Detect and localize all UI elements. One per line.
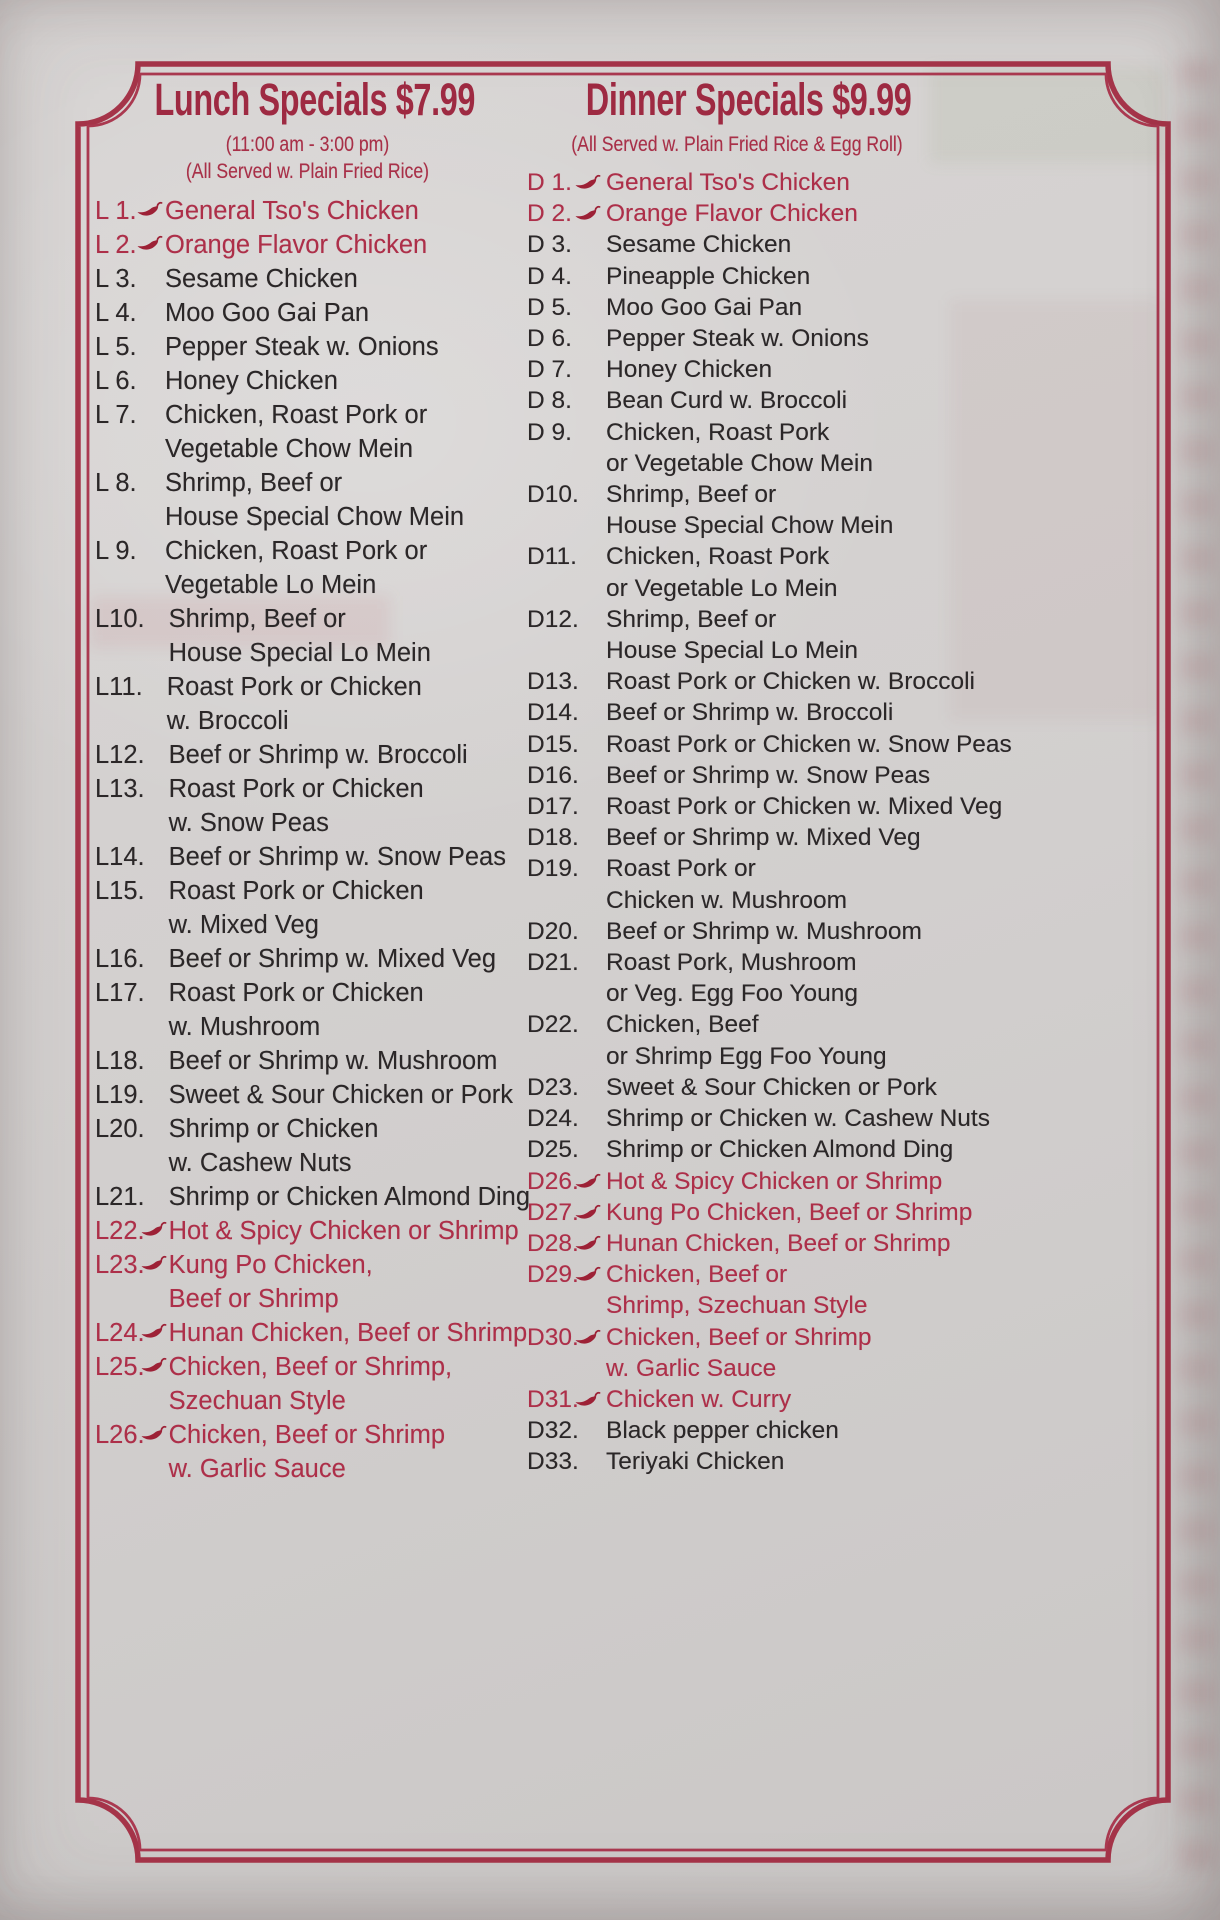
item-name: Roast Pork or Chicken w. Broccoli: [606, 668, 975, 696]
item-number: D 1.: [527, 169, 572, 196]
item-number: D13.: [527, 668, 579, 696]
item-number: D26.: [527, 1167, 579, 1195]
menu-item: [527, 541, 947, 603]
item-number: D 8.: [527, 387, 572, 415]
item-name: Shrimp or Chicken Almond Ding: [168, 1183, 531, 1211]
menu-item: [527, 229, 947, 260]
item-number: L 3.: [95, 265, 137, 293]
item-number: L25.: [95, 1353, 145, 1381]
item-name: Shrimp or Chicken w. Cashew Nuts: [168, 1115, 379, 1177]
dinner-items-list: [527, 167, 1012, 1478]
item-number: L16.: [95, 945, 145, 973]
item-number: L20.: [95, 1115, 145, 1143]
item-name: Roast Pork, Mushroom or Veg. Egg Foo Young: [606, 949, 859, 1008]
item-name: Moo Goo Gai Pan: [165, 299, 370, 327]
item-number: D 3.: [527, 231, 572, 259]
menu-item: [527, 1259, 947, 1321]
item-name: Teriyaki Chicken: [606, 1448, 785, 1476]
dinner-specials-column: [527, 74, 1012, 1478]
menu-item: [95, 738, 520, 772]
lunch-specials-column: [95, 74, 531, 1486]
lunch-hours: (11:00 am - 3:00 pm): [225, 133, 390, 156]
item-number: D11.: [527, 543, 577, 571]
menu-item: [527, 822, 947, 853]
item-number: L15.: [95, 877, 145, 905]
menu-item: [95, 772, 520, 840]
lunch-title: Lunch Specials $7.99: [154, 74, 476, 125]
menu-item: [527, 760, 947, 791]
menu-item: [95, 194, 520, 228]
item-number: L26.: [95, 1421, 145, 1449]
menu-item: [95, 534, 520, 602]
item-number: D22.: [527, 1011, 579, 1039]
item-name: Honey Chicken: [165, 367, 338, 395]
item-name: Chicken, Beef or Shrimp, Szechuan Style: [168, 1353, 453, 1415]
item-number: D14.: [527, 699, 579, 727]
item-name: Hunan Chicken, Beef or Shrimp: [606, 1229, 951, 1257]
item-number: D15.: [527, 730, 579, 758]
menu-item: [95, 1112, 520, 1180]
item-number: D30.: [527, 1323, 579, 1351]
item-number: L22.: [95, 1217, 145, 1245]
item-name: Shrimp or Chicken w. Cashew Nuts: [606, 1105, 990, 1133]
dinner-title: Dinner Specials $9.99: [585, 74, 912, 125]
menu-item: [95, 1078, 520, 1112]
item-number: D 6.: [527, 325, 572, 353]
item-number: D29.: [527, 1261, 579, 1289]
menu-item: [527, 167, 947, 198]
item-name: Beef or Shrimp w. Snow Peas: [168, 843, 506, 871]
menu-item: [95, 398, 520, 466]
item-name: Sesame Chicken: [606, 231, 792, 259]
item-name: Chicken, Beef or Shrimp w. Garlic Sauce: [606, 1323, 872, 1382]
menu-item: [527, 729, 1012, 760]
item-number: L21.: [95, 1183, 145, 1211]
item-number: L23.: [95, 1251, 145, 1279]
menu-item: [527, 261, 947, 292]
item-number: D12.: [527, 605, 579, 633]
item-number: D 2.: [527, 200, 572, 228]
menu-item: [95, 670, 520, 738]
item-name: Shrimp, Beef or House Special Lo Mein: [606, 605, 858, 665]
item-number: D28.: [527, 1229, 579, 1257]
item-name: Chicken, Beef or Shrimp w. Garlic Sauce: [168, 1421, 446, 1483]
item-number: D27.: [527, 1198, 579, 1226]
item-name: Beef or Shrimp w. Mushroom: [606, 917, 922, 945]
item-name: General Tso's Chicken: [165, 197, 419, 225]
menu-item: [527, 417, 947, 479]
menu-item: [95, 1418, 520, 1486]
item-name: Hot & Spicy Chicken or Shrimp: [168, 1217, 519, 1245]
item-name: Beef or Shrimp w. Mixed Veg: [606, 824, 921, 852]
item-name: Chicken, Beef or Shrimp, Szechuan Style: [606, 1261, 868, 1320]
menu-item: [527, 666, 975, 697]
item-name: Pepper Steak w. Onions: [606, 325, 869, 353]
item-number: L 6.: [95, 367, 137, 395]
item-name: Sweet & Sour Chicken or Pork: [168, 1081, 514, 1109]
item-name: Honey Chicken: [606, 356, 773, 384]
item-number: L 2.: [95, 231, 137, 259]
menu-item: [95, 1214, 520, 1248]
item-number: L10.: [95, 605, 145, 633]
menu-item: [527, 479, 947, 541]
menu-item: [527, 1134, 954, 1165]
menu-item: [527, 604, 947, 666]
item-name: Roast Pork or Chicken w. Snow Peas: [606, 730, 1012, 758]
item-name: Chicken w. Curry: [606, 1385, 792, 1413]
menu-item: [95, 330, 520, 364]
item-name: Chicken, Roast Pork or Vegetable Chow Mein: [165, 401, 428, 463]
item-number: D24.: [527, 1105, 579, 1133]
item-number: D20.: [527, 917, 579, 945]
item-number: L 5.: [95, 333, 137, 361]
item-name: Hot & Spicy Chicken or Shrimp: [606, 1167, 943, 1195]
item-number: D 5.: [527, 293, 572, 321]
lunch-note: (All Served w. Plain Fried Rice): [185, 160, 430, 183]
item-number: D19.: [527, 855, 579, 883]
menu-item: [527, 1103, 990, 1134]
item-name: Black pepper chicken: [606, 1417, 839, 1445]
item-number: L18.: [95, 1047, 145, 1075]
menu-item: [527, 292, 947, 323]
menu-item: [95, 466, 520, 534]
menu-item: [527, 791, 1003, 822]
menu-item: [527, 1009, 947, 1071]
menu-item: [527, 1446, 947, 1477]
menu-item: [527, 1197, 973, 1228]
item-name: Roast Pork or Chicken w. Mixed Veg: [168, 877, 424, 939]
item-name: Hunan Chicken, Beef or Shrimp: [168, 1319, 528, 1347]
item-number: L 7.: [95, 401, 137, 429]
menu-item: [527, 697, 947, 728]
item-number: L 8.: [95, 469, 137, 497]
item-name: Chicken, Roast Pork or Vegetable Lo Mein: [606, 543, 838, 602]
menu-item: [95, 942, 520, 976]
menu-item: [95, 1180, 531, 1214]
menu-item: [527, 1166, 947, 1197]
item-name: Chicken, Roast Pork or Vegetable Lo Mein: [165, 537, 428, 599]
menu-item: [95, 602, 520, 670]
menu-item: [527, 1415, 947, 1446]
menu-item: [527, 354, 947, 385]
menu-item: [95, 364, 520, 398]
menu-item: [95, 976, 520, 1044]
menu-item: [527, 323, 947, 354]
menu-item: [95, 840, 520, 874]
item-name: Chicken, Beef or Shrimp Egg Foo Young: [606, 1011, 887, 1070]
menu-item: [527, 1228, 951, 1259]
item-name: Shrimp, Beef or House Special Lo Mein: [168, 605, 431, 667]
item-number: D16.: [527, 761, 579, 789]
item-number: D33.: [527, 1448, 579, 1476]
item-name: Moo Goo Gai Pan: [606, 293, 803, 321]
item-name: Roast Pork or Chicken w. Snow Peas: [168, 775, 424, 837]
menu-item: [95, 1350, 520, 1418]
menu-item: [95, 228, 520, 262]
item-number: D21.: [527, 949, 579, 977]
item-name: Kung Po Chicken, Beef or Shrimp: [606, 1198, 973, 1226]
item-name: Kung Po Chicken, Beef or Shrimp: [168, 1251, 373, 1313]
item-number: D17.: [527, 793, 579, 821]
menu-item: [527, 1322, 947, 1384]
menu-item: [95, 296, 520, 330]
item-number: D23.: [527, 1073, 579, 1101]
item-name: Sesame Chicken: [165, 265, 358, 293]
menu-item: [527, 385, 947, 416]
menu-item: [527, 198, 947, 229]
item-number: D18.: [527, 824, 579, 852]
menu-item: [527, 1072, 947, 1103]
item-name: Sweet & Sour Chicken or Pork: [606, 1073, 937, 1101]
item-name: Roast Pork or Chicken w. Mixed Veg: [606, 793, 1003, 821]
item-name: Pepper Steak w. Onions: [165, 333, 439, 361]
item-name: Beef or Shrimp w. Snow Peas: [606, 761, 931, 789]
item-name: Orange Flavor Chicken: [606, 200, 858, 228]
item-name: Shrimp, Beef or House Special Chow Mein: [165, 469, 465, 531]
item-number: D10.: [527, 481, 579, 509]
menu-item: [95, 1248, 520, 1316]
menu-item: [527, 947, 947, 1009]
dinner-note: (All Served w. Plain Fried Rice & Egg Roll): [571, 133, 903, 156]
item-name: Beef or Shrimp w. Broccoli: [606, 699, 894, 727]
item-number: L14.: [95, 843, 145, 871]
item-name: Orange Flavor Chicken: [165, 231, 428, 259]
item-number: L11.: [95, 673, 143, 701]
item-name: Bean Curd w. Broccoli: [606, 387, 848, 415]
item-name: Roast Pork or Chicken w. Mushroom: [606, 855, 848, 914]
menu-item: [527, 853, 947, 915]
item-name: Beef or Shrimp w. Mixed Veg: [168, 945, 497, 973]
item-number: L19.: [95, 1081, 145, 1109]
item-number: L13.: [95, 775, 145, 803]
item-name: Roast Pork or Chicken w. Broccoli: [166, 673, 422, 735]
item-number: L17.: [95, 979, 145, 1007]
item-number: L 4.: [95, 299, 137, 327]
item-name: General Tso's Chicken: [606, 169, 850, 196]
lunch-items-list: [95, 194, 531, 1486]
menu-item: [95, 262, 520, 296]
item-name: Beef or Shrimp w. Mushroom: [168, 1047, 498, 1075]
item-number: D 9.: [527, 418, 572, 446]
menu-item: [527, 916, 947, 947]
item-name: Shrimp or Chicken Almond Ding: [606, 1136, 954, 1164]
item-number: D31.: [527, 1385, 579, 1413]
item-name: Chicken, Roast Pork or Vegetable Chow Mein: [606, 418, 873, 477]
item-name: Beef or Shrimp w. Broccoli: [168, 741, 468, 769]
item-name: Pineapple Chicken: [606, 262, 811, 290]
item-name: Shrimp, Beef or House Special Chow Mein: [606, 481, 894, 540]
menu-item: [95, 1044, 520, 1078]
item-number: D25.: [527, 1136, 579, 1164]
item-number: L 9.: [95, 537, 137, 565]
menu-item: [527, 1384, 947, 1415]
item-number: D 7.: [527, 356, 572, 384]
item-number: L24.: [95, 1319, 145, 1347]
item-number: L12.: [95, 741, 145, 769]
item-number: L 1.: [95, 197, 137, 225]
item-number: D 4.: [527, 262, 572, 290]
menu-item: [95, 1316, 528, 1350]
menu-item: [95, 874, 520, 942]
item-name: Roast Pork or Chicken w. Mushroom: [168, 979, 424, 1041]
item-number: D32.: [527, 1417, 579, 1445]
